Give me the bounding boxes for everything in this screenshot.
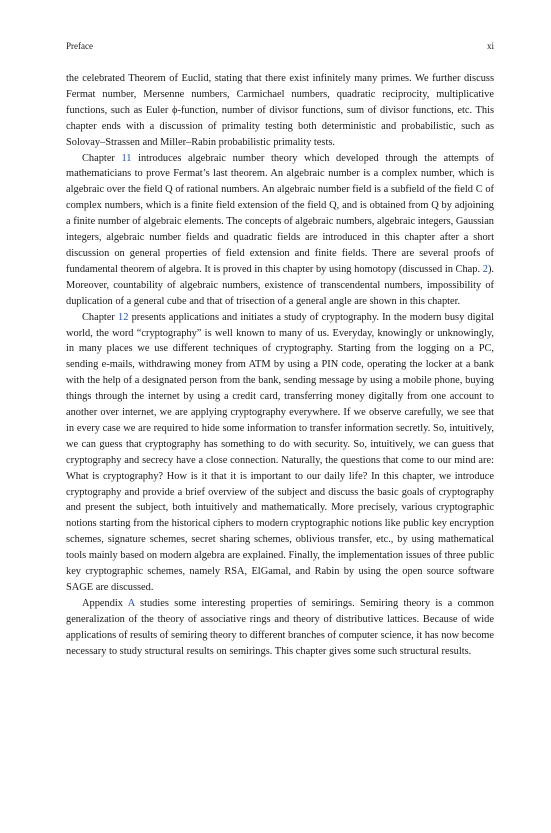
chapter-12-link[interactable]: 12 <box>118 311 129 323</box>
paragraph-text: the celebrated Theorem of Euclid, stating that there exist infinitely many primes. We further discuss Fermat number, Mersenne numbers, Carmichael numbers, quadratic reciprocity, multiplicative functions, such as Euler ϕ-function, number of divisor functions, sum of divisor functions, etc. This chapter ends with a discussion of primality testing both deterministic and probabilistic, such as Solovay–Strassen and Miller–Rabin probabilistic primality tests. <box>66 73 494 148</box>
page-number: xi <box>486 41 494 51</box>
running-head-title: Preface <box>66 41 93 51</box>
running-head <box>66 40 494 52</box>
paragraph-lead: Chapter <box>82 311 119 323</box>
paragraph-lead: Chapter <box>82 152 122 164</box>
body-text <box>66 71 494 660</box>
paragraph-text: studies some interesting properties of semirings. Semiring theory is a common generalization of the theory of associative rings and theory of distributive lattices. Because of wide applications of results of semiring theory to different branches of computer science, it has now become necessary to study structural results on semirings. This chapter gives some such structural results. <box>66 597 494 657</box>
paragraph-text-continued: ). Moreover, countability of algebraic numbers, existence of transcendental numbers, impossibility of duplication of a general cube and that of trisection of a general angle are shown in this chapter. <box>66 263 494 307</box>
paragraph-text: introduces algebraic number theory which developed through the attempts of mathematicians to prove Fermat’s last theorem. An algebraic number is a complex number, which is algebraic over the field Q of rational numbers. An algebraic number field is a subfield of the field C of complex numbers, which is a finite field extension of the field Q, and is obtained from Q by adjoining a finite number of algebraic elements. The concepts of algebraic numbers, algebraic integers, Gaussian integers, algebraic number fields and quadratic fields are introduced in this chapter after a short discussion on general properties of field extension and finite fields. There are several proofs of fundamental theorem of algebra. It is proved in this chapter by using homotopy (discussed in Chap. <box>66 152 494 275</box>
paragraph-text: presents applications and initiates a study of cryptography. In the modern busy digital world, the word “cryptography” is well known to many of us. Everyday, knowingly or unknowingly, in many places we use different techniques of cryptography. Starting from the logging on a PC, sending e-mails, withdrawing money from ATM by using a PIN code, operating the locker at a bank with the help of a designated person from the bank, sending message by using a mobile phone, buying things through the internet by using a credit card, transferring money digitally from one account to another over internet, we are applying cryptography everywhere. If we observe carefully, we see that in every case we are required to hide some information to transfer information secretly. So, intuitively, we can guess that cryptography has something to do with security. So, intuitively, we can guess that cryptography and secrecy have a close connection. Naturally, the questions that come to our mind are: What is cryptography? How is it that it is important to our daily life? In this chapter, we introduce cryptography and provide a brief overview of the subject and discuss the basic goals of cryptography and present the subject, both intuitively and mathematically. More precisely, various cryptographic notions starting from the historical ciphers to modern cryptographic notions like public key encryption schemes, signature schemes, secret sharing schemes, oblivious transfer, etc., by using mathematical tools mainly based on modern algebra are explained. Finally, the implementation issues of three public key cryptographic schemes, namely RSA, ElGamal, and Rabin by using the open source software SAGE are discussed. <box>66 311 494 593</box>
paragraph-lead: Appendix <box>82 597 128 609</box>
chapter-2-link[interactable]: 2 <box>482 263 488 275</box>
appendix-a-link[interactable]: A <box>127 597 135 609</box>
paragraph-chapter-12 <box>66 310 494 596</box>
paragraph-chapter-11 <box>66 151 494 310</box>
chapter-11-link[interactable]: 11 <box>121 152 132 164</box>
paragraph-euclid <box>66 71 494 151</box>
paragraph-appendix-a <box>66 596 494 660</box>
